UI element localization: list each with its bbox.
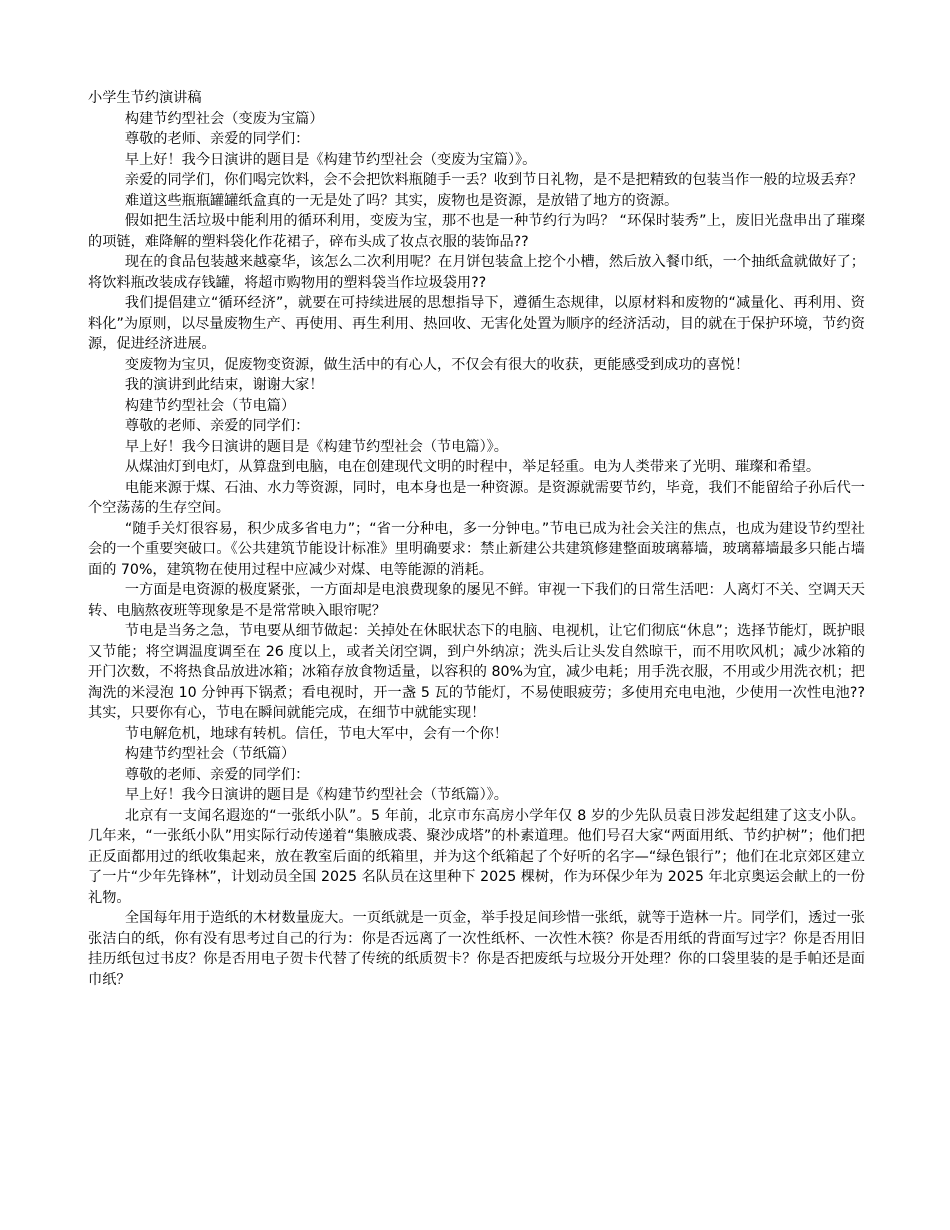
- paragraph: 现在的食品包装越来越豪华，该怎么二次利用呢？在月饼包装盒上挖个小槽，然后放入餐巾纸，一个抽纸盒就做好了；将饮料瓶改装成存钱罐，将超市购物用的塑料袋当作垃圾袋用??: [88, 254, 865, 291]
- paragraph: 构建节约型社会（变废为宝篇）: [124, 110, 324, 127]
- paragraph: 早上好！我今日演讲的题目是《构建节约型社会（节纸篇）》。: [124, 787, 508, 803]
- paragraph: 一方面是电资源的极度紧张，一方面却是电浪费现象的屡见不鲜。审视一下我们的日常生活吧：人离灯不关、空调天天转、电脑熬夜班等现象是不是常常映入眼帘呢？: [88, 582, 865, 619]
- paragraph: 亲爱的同学们，你们喝完饮料，会不会把饮料瓶随手一丢？收到节日礼物，是不是把精致的包装当作一般的垃圾丢弃？: [124, 172, 863, 188]
- paragraph: “随手关灯很容易，积少成多省电力”；“省一分种电，多一分钟电。”节电已成为社会关注的焦点，也成为建设节约型社会的一个重要突破口。《公共建筑节能设计标准》里明确要求：禁止新建公共建筑修建整面玻璃幕墙，玻璃幕墙最多只能占墙面的 70%，建筑物在使用过程中应减少对煤、电等能源的消耗。: [88, 520, 865, 578]
- paragraph: 假如把生活垃圾中能利用的循环利用，变废为宝，那不也是一种节约行为吗？ “环保时装秀”上，废旧光盘串出了璀璨的项链，难降解的塑料袋化作花裙子，碎布头成了妆点衣服的装饰品??: [88, 213, 865, 250]
- paragraph: 节电解危机，地球有转机。信任，节电大军中，会有一个你！: [124, 725, 508, 742]
- document-title: 小学生节约演讲稿: [88, 90, 202, 106]
- paragraph: 尊敬的老师、亲爱的同学们：: [124, 418, 310, 434]
- paragraph: 早上好！我今日演讲的题目是《构建节约型社会（变废为宝篇）》。: [124, 151, 537, 168]
- document-page: [88, 88, 865, 990]
- paragraph: 全国每年用于造纸的木材数量庞大。一页纸就是一页金，举手投足间珍惜一张纸，就等于造林一片。同学们，透过一张张洁白的纸，你有没有思考过自己的行为：你是否远离了一次性纸杯、一次性木筷？你是否用纸的背面写过字？你是否用旧挂历纸包过书皮？你是否用电子贺卡代替了传统的纸质贺卡？你是否把废纸与垃圾分开处理？你的口袋里装的是手帕还是面巾纸？: [88, 910, 865, 988]
- paragraph: 早上好！我今日演讲的题目是《构建节约型社会（节电篇）》。: [124, 438, 508, 455]
- paragraph: 从煤油灯到电灯，从算盘到电脑，电在创建现代文明的时程中，举足轻重。电为人类带来了光明、璀璨和希望。: [124, 459, 821, 475]
- paragraph: 构建节约型社会（节纸篇）: [124, 746, 296, 762]
- paragraph: 尊敬的老师、亲爱的同学们：: [124, 766, 310, 783]
- paragraph: 北京有一支闻名遐迩的“一张纸小队”。5 年前，北京市东高房小学年仅 8 岁的少先队员袁日涉发起组建了这支小队。几年来，“一张纸小队”用实际行动传递着“集腋成裘、聚沙成塔”的朴素道理。他们号召大家“两面用纸、节约护树”；他们把正反面都用过的纸收集起来，放在教室后面的纸箱里，并为这个纸箱起了个好听的名字—“绿色银行”；他们在北京郊区建立了一片“少年先锋林”，计划动员全国 2025 名队员在这里种下 2025 棵树，作为环保少年为 2025 年北京奥运会献上的一份礼物。: [88, 807, 865, 906]
- paragraph: 构建节约型社会（节电篇）: [124, 397, 296, 414]
- paragraph: 我们提倡建立“循环经济”，就要在可持续进展的思想指导下，遵循生态规律，以原材料和废物的“减量化、再利用、资料化”为原则，以尽量废物生产、再使用、再生利用、热回收、无害化处置为顺序的经济活动，目的就在于保护环境，节约资源，促进经济进展。: [88, 295, 865, 352]
- paragraph: 尊敬的老师、亲爱的同学们：: [124, 131, 310, 147]
- paragraph: 难道这些瓶瓶罐罐纸盒真的一无是处了吗？其实，废物也是资源，是放错了地方的资源。: [124, 192, 679, 209]
- paragraph: 我的演讲到此结束，谢谢大家！: [124, 377, 324, 393]
- paragraph: 节电是当务之急，节电要从细节做起：关掉处在休眠状态下的电脑、电视机，让它们彻底“休息”；选择节能灯，既护眼又节能；将空调温度调至在 26 度以上，或者关闭空调，到户外纳凉；洗头后让头发自然晾干，而不用吹风机；减少冰箱的开门次数，不将热食品放进冰箱；冰箱存放食物适量，以容积的 80%为宜，减少电耗；用手洗衣服，不用或少用洗衣机；把淘洗的米浸泡 10 分钟再下锅煮；看电视时，开一盏 5 瓦的节能灯，不易使眼疲劳；多使用充电电池，少使用一次性电池??其实，只要你有心，节电在瞬间就能完成，在细节中就能实现！: [88, 623, 865, 721]
- paragraph: 变废物为宝贝，促废物变资源，做生活中的有心人，不仅会有很大的收获，更能感受到成功的喜悦！: [124, 356, 750, 373]
- paragraph: 电能来源于煤、石油、水力等资源，同时，电本身也是一种资源。是资源就需要节约，毕竟，我们不能留给子孙后代一个空荡荡的生存空间。: [88, 479, 865, 516]
- document-body: [88, 109, 865, 991]
